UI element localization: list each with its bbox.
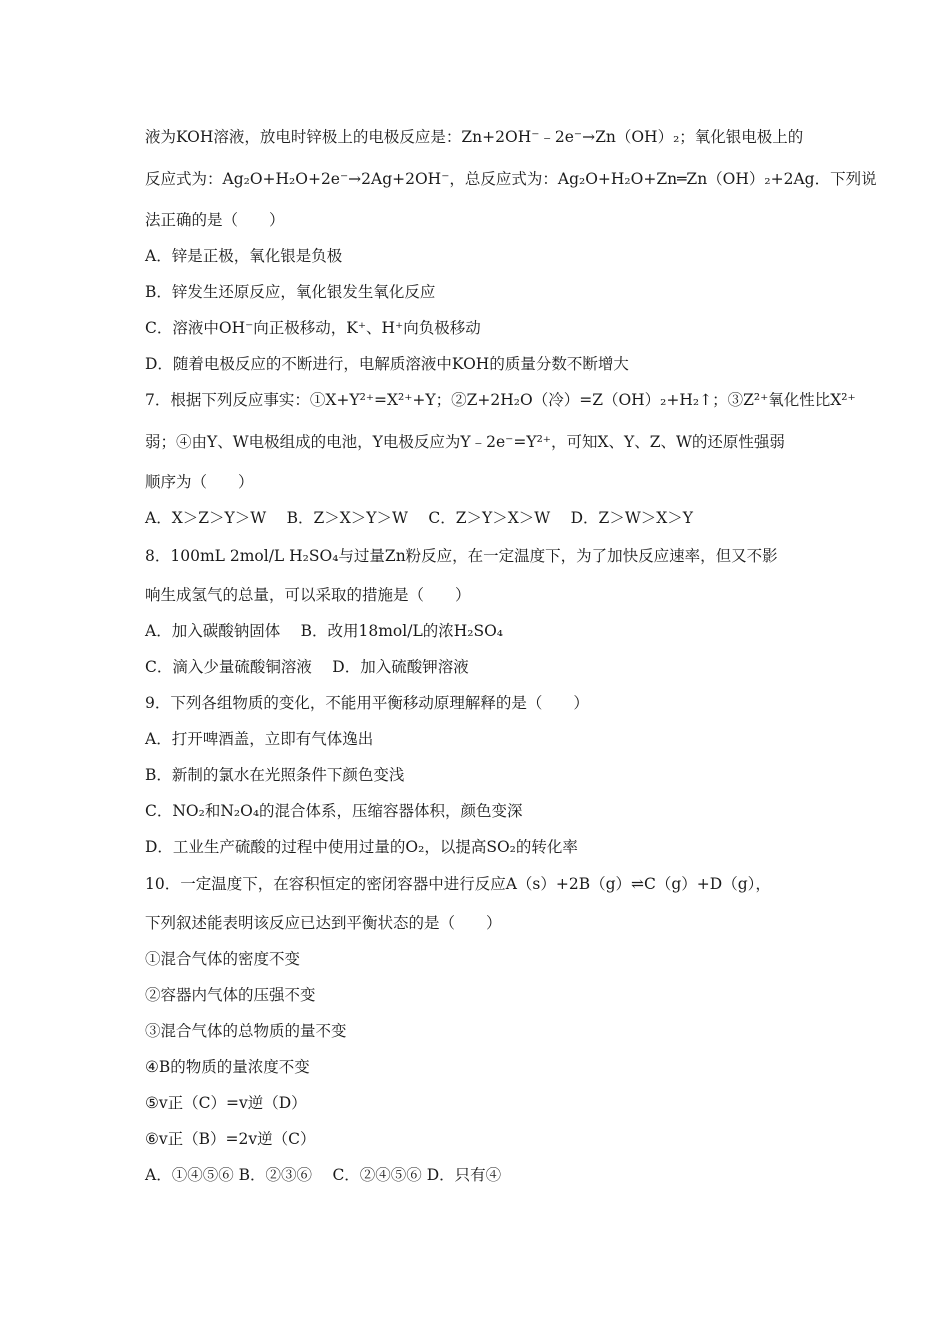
option-line: A．加入碳酸钠固体 B．改用18mol/L的浓H₂SO₄ [145,622,504,640]
question-line: 8．100mL 2mol/L H₂SO₄与过量Zn粉反应，在一定温度下，为了加快反应速率，但又不影 [145,547,778,565]
option-line: D．随着电极反应的不断进行，电解质溶液中KOH的质量分数不断增大 [145,355,629,373]
text-line: 反应式为：Ag₂O+H₂O+2e⁻→2Ag+2OH⁻，总反应式为：Ag₂O+H₂O+Zn═Zn（OH）₂+2Ag．下列说 [145,170,877,188]
list-item: ⑥v正（B）=2v逆（C） [145,1130,316,1148]
text-line: 弱；④由Y、W电极组成的电池，Y电极反应为Y﹣2e⁻=Y²⁺，可知X、Y、Z、W的还原性强弱 [145,433,785,451]
option-line: A．锌是正极，氧化银是负极 [145,247,343,265]
list-item: ①混合气体的密度不变 [145,950,301,968]
option-line: A．打开啤酒盖，立即有气体逸出 [145,730,374,748]
list-item: ④B的物质的量浓度不变 [145,1058,310,1076]
question-line: 10．一定温度下，在容积恒定的密闭容器中进行反应A（s）+2B（g）⇌C（g）+D（g）， [145,875,771,893]
text-line: 响生成氢气的总量，可以采取的措施是（ ） [145,586,471,604]
option-line: A．①④⑤⑥ B．②③⑥ C．②④⑤⑥ D．只有④ [145,1166,502,1184]
text-line: 顺序为（ ） [145,473,254,491]
option-line: B．新制的氯水在光照条件下颜色变浅 [145,766,405,784]
text-line: 法正确的是（ ） [145,211,285,229]
option-line: A．X＞Z＞Y＞W B．Z＞X＞Y＞W C．Z＞Y＞X＞W D．Z＞W＞X＞Y [145,509,694,527]
question-line: 7．根据下列反应事实：①X+Y²⁺=X²⁺+Y；②Z+2H₂O（冷）=Z（OH）₂+H₂↑；③Z²⁺氧化性比X²⁺ [145,391,856,409]
option-line: C．NO₂和N₂O₄的混合体系，压缩容器体积，颜色变深 [145,802,523,820]
option-line: B．锌发生还原反应，氧化银发生氧化反应 [145,283,436,301]
list-item: ③混合气体的总物质的量不变 [145,1022,347,1040]
option-line: C．溶液中OH⁻向正极移动，K⁺、H⁺向负极移动 [145,319,481,337]
question-line: 9．下列各组物质的变化，不能用平衡移动原理解释的是（ ） [145,694,589,712]
option-line: C．滴入少量硫酸铜溶液 D．加入硫酸钾溶液 [145,658,469,676]
text-line: 液为KOH溶液，放电时锌极上的电极反应是：Zn+2OH⁻﹣2e⁻→Zn（OH）₂；氧化银电极上的 [145,128,804,146]
list-item: ②容器内气体的压强不变 [145,986,316,1004]
text-line: 下列叙述能表明该反应已达到平衡状态的是（ ） [145,914,502,932]
option-line: D．工业生产硫酸的过程中使用过量的O₂，以提高SO₂的转化率 [145,838,578,856]
list-item: ⑤v正（C）=v逆（D） [145,1094,307,1112]
